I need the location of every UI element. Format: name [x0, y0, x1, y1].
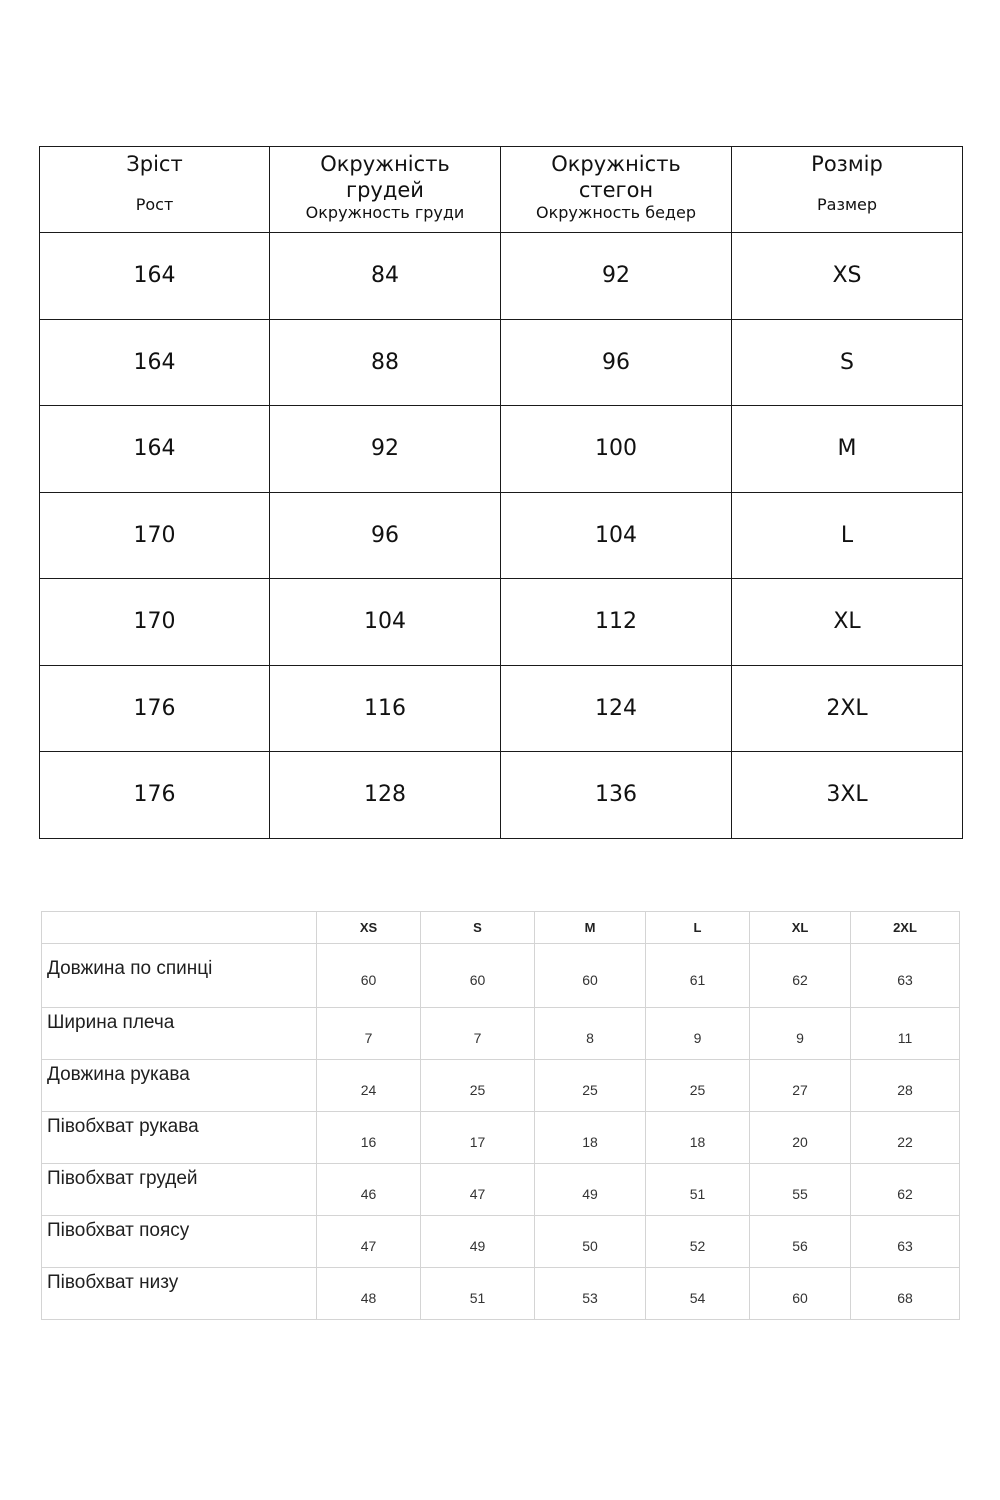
header-chest-ru: Окружность груди — [305, 203, 465, 222]
size-chart-table — [39, 146, 963, 839]
measurements-header-row — [42, 912, 960, 944]
size-header: M — [535, 912, 646, 944]
measurement-value: 8 — [535, 1008, 646, 1060]
size-chart-row — [40, 579, 963, 666]
hips-cell: 124 — [501, 665, 732, 752]
hips-cell: 136 — [501, 752, 732, 839]
measurement-value: 18 — [646, 1112, 750, 1164]
measurement-value: 54 — [646, 1268, 750, 1320]
measurement-label: Півобхват низу — [42, 1268, 317, 1320]
height-cell: 164 — [40, 233, 270, 320]
size-chart-row — [40, 492, 963, 579]
measurement-value: 60 — [317, 944, 421, 1008]
measurement-value: 48 — [317, 1268, 421, 1320]
size-header: XL — [750, 912, 851, 944]
measurement-value: 11 — [851, 1008, 960, 1060]
measurement-value: 16 — [317, 1112, 421, 1164]
size-cell: L — [732, 492, 963, 579]
measurement-value: 51 — [421, 1268, 535, 1320]
measurement-value: 68 — [851, 1268, 960, 1320]
measurement-value: 51 — [646, 1164, 750, 1216]
hips-cell: 104 — [501, 492, 732, 579]
header-size-ru: Размер — [816, 195, 878, 214]
measurement-value: 46 — [317, 1164, 421, 1216]
header-hips-ru: Окружность бедер — [536, 203, 696, 222]
measurement-value: 22 — [851, 1112, 960, 1164]
size-chart-row — [40, 233, 963, 320]
size-header: L — [646, 912, 750, 944]
chest-cell: 92 — [270, 406, 501, 493]
measurement-value: 52 — [646, 1216, 750, 1268]
measurement-label: Довжина по спинці — [42, 944, 317, 1008]
size-header: 2XL — [851, 912, 960, 944]
measurement-row — [42, 944, 960, 1008]
size-header: XS — [317, 912, 421, 944]
measurement-value: 28 — [851, 1060, 960, 1112]
measurement-value: 9 — [646, 1008, 750, 1060]
size-header: S — [421, 912, 535, 944]
measurement-value: 49 — [421, 1216, 535, 1268]
size-cell: XL — [732, 579, 963, 666]
measurement-label: Ширина плеча — [42, 1008, 317, 1060]
corner-cell — [42, 912, 317, 944]
hips-cell: 112 — [501, 579, 732, 666]
header-height-ua: Зріст — [126, 152, 183, 176]
height-cell: 176 — [40, 752, 270, 839]
header-size — [732, 147, 963, 233]
height-cell: 170 — [40, 579, 270, 666]
measurement-value: 60 — [750, 1268, 851, 1320]
measurement-value: 24 — [317, 1060, 421, 1112]
measurement-value: 25 — [535, 1060, 646, 1112]
measurement-label: Півобхват поясу — [42, 1216, 317, 1268]
measurement-value: 27 — [750, 1060, 851, 1112]
measurement-value: 9 — [750, 1008, 851, 1060]
header-chest-ua: Окружність грудей — [320, 152, 450, 202]
height-cell: 170 — [40, 492, 270, 579]
size-cell: M — [732, 406, 963, 493]
measurement-row — [42, 1216, 960, 1268]
measurement-value: 25 — [646, 1060, 750, 1112]
hips-cell: 92 — [501, 233, 732, 320]
header-hips-ua: Окружність стегон — [551, 152, 681, 202]
measurement-value: 50 — [535, 1216, 646, 1268]
measurement-value: 62 — [851, 1164, 960, 1216]
header-hips — [501, 147, 732, 233]
measurement-label: Довжина рукава — [42, 1060, 317, 1112]
measurement-row — [42, 1060, 960, 1112]
measurement-value: 53 — [535, 1268, 646, 1320]
measurement-value: 20 — [750, 1112, 851, 1164]
chest-cell: 116 — [270, 665, 501, 752]
size-chart-row — [40, 406, 963, 493]
size-cell: S — [732, 319, 963, 406]
height-cell: 176 — [40, 665, 270, 752]
measurement-value: 17 — [421, 1112, 535, 1164]
height-cell: 164 — [40, 319, 270, 406]
header-height — [40, 147, 270, 233]
measurement-value: 63 — [851, 944, 960, 1008]
header-size-ua: Розмір — [811, 152, 883, 176]
header-chest — [270, 147, 501, 233]
size-chart-row — [40, 319, 963, 406]
measurement-value: 56 — [750, 1216, 851, 1268]
measurement-row — [42, 1112, 960, 1164]
size-chart-row — [40, 752, 963, 839]
garment-measurements-table — [41, 911, 960, 1320]
measurement-label: Півобхват рукава — [42, 1112, 317, 1164]
measurement-value: 55 — [750, 1164, 851, 1216]
chest-cell: 96 — [270, 492, 501, 579]
size-chart-row — [40, 665, 963, 752]
header-height-ru: Рост — [135, 195, 174, 214]
size-cell: 2XL — [732, 665, 963, 752]
hips-cell: 96 — [501, 319, 732, 406]
chest-cell: 88 — [270, 319, 501, 406]
measurement-row — [42, 1008, 960, 1060]
measurement-label: Півобхват грудей — [42, 1164, 317, 1216]
chest-cell: 84 — [270, 233, 501, 320]
chest-cell: 104 — [270, 579, 501, 666]
size-cell: 3XL — [732, 752, 963, 839]
measurement-value: 60 — [421, 944, 535, 1008]
height-cell: 164 — [40, 406, 270, 493]
hips-cell: 100 — [501, 406, 732, 493]
measurement-value: 63 — [851, 1216, 960, 1268]
measurement-row — [42, 1164, 960, 1216]
measurement-value: 18 — [535, 1112, 646, 1164]
measurement-value: 49 — [535, 1164, 646, 1216]
measurement-value: 7 — [421, 1008, 535, 1060]
measurement-value: 61 — [646, 944, 750, 1008]
size-chart-header-row — [40, 147, 963, 233]
measurement-value: 47 — [421, 1164, 535, 1216]
measurement-value: 25 — [421, 1060, 535, 1112]
size-cell: XS — [732, 233, 963, 320]
measurement-value: 60 — [535, 944, 646, 1008]
measurement-value: 62 — [750, 944, 851, 1008]
measurement-row — [42, 1268, 960, 1320]
chest-cell: 128 — [270, 752, 501, 839]
measurement-value: 7 — [317, 1008, 421, 1060]
measurement-value: 47 — [317, 1216, 421, 1268]
